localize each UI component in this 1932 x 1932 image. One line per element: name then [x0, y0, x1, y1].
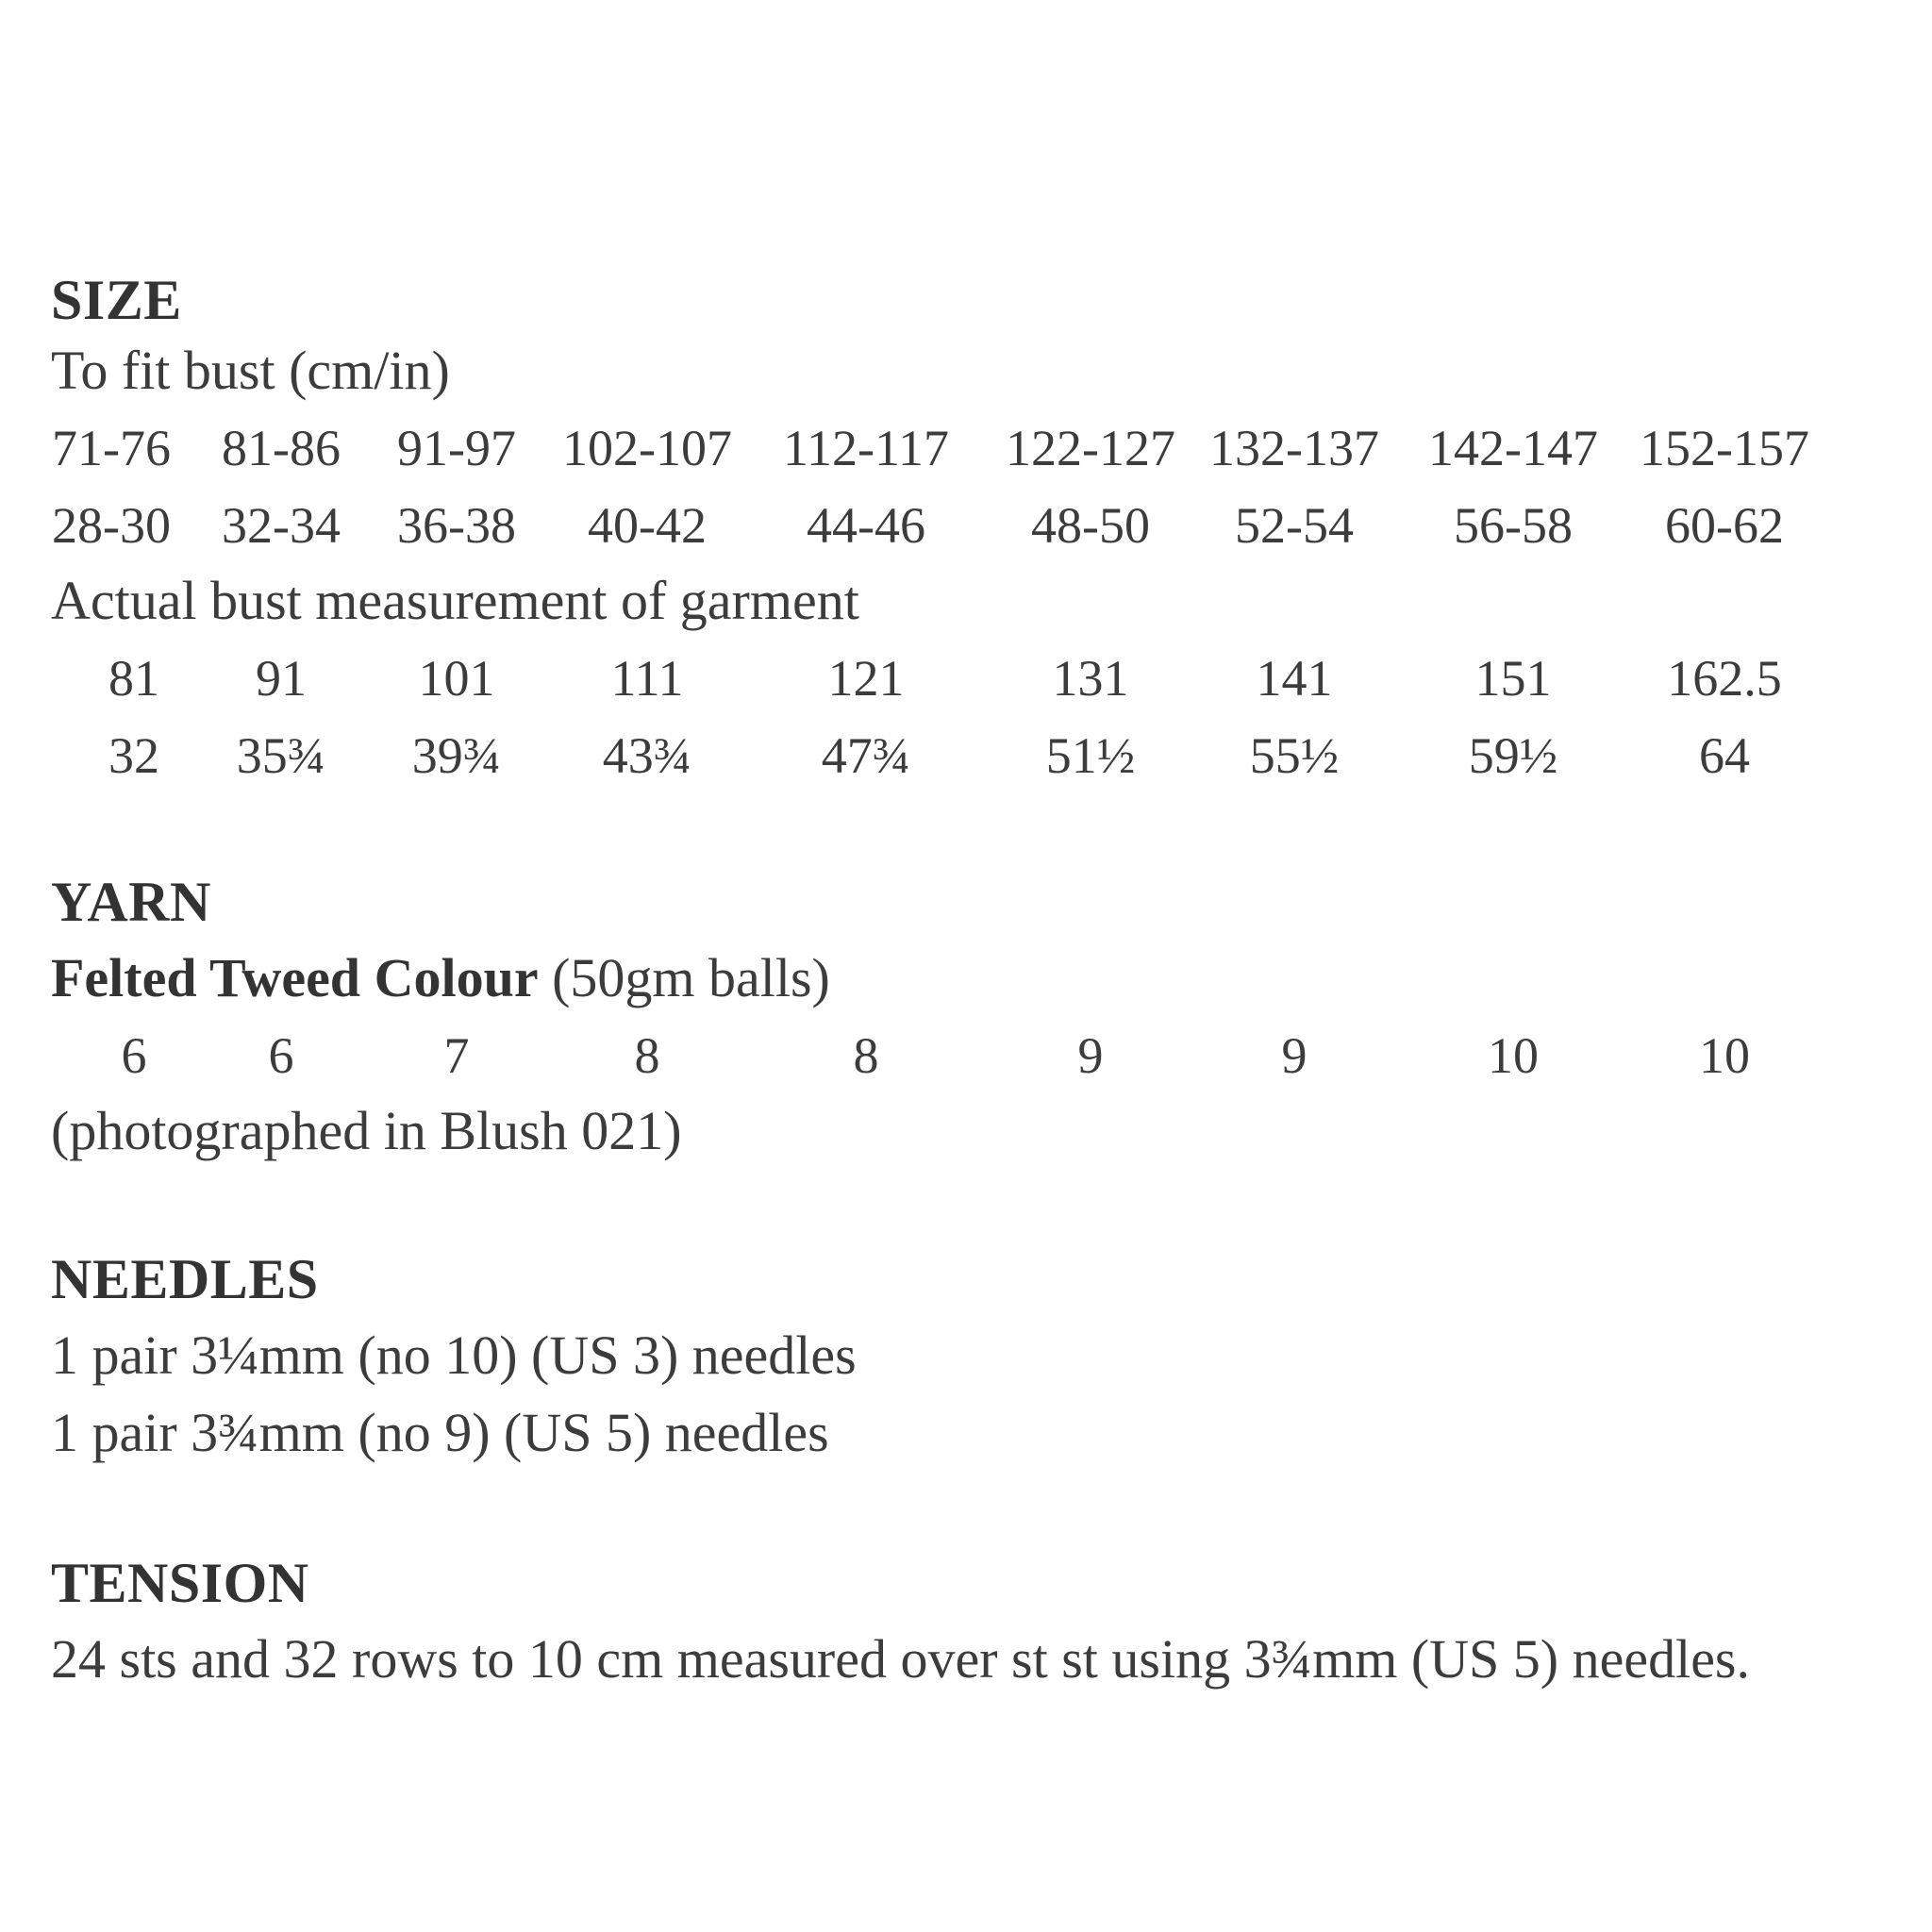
actual-cm-value: 162.5: [1667, 650, 1782, 707]
actual-in-value: 39¾: [411, 727, 502, 784]
yarn-name-line: [51, 947, 830, 1008]
actual-bust-cm-row: [0, 650, 1932, 719]
fit-in-value: 36-38: [397, 497, 516, 554]
yarn-unit: (50gm balls): [552, 947, 830, 1008]
fit-cm-value: 112-117: [783, 420, 949, 476]
actual-in-value: 59½: [1468, 727, 1558, 784]
fit-bust-label: To fit bust (cm/in): [51, 340, 450, 401]
fit-cm-value: 142-147: [1428, 420, 1598, 476]
yarn-balls-value: 9: [1281, 1027, 1307, 1084]
actual-in-value: 43¾: [602, 727, 692, 784]
tension-heading: TENSION: [51, 1552, 309, 1614]
tension-text: 24 sts and 32 rows to 10 cm measured over st st using 3¾mm (US 5) needles.: [51, 1628, 1751, 1690]
actual-cm-value: 151: [1474, 650, 1552, 707]
yarn-note: (photographed in Blush 021): [51, 1100, 682, 1161]
yarn-balls-value: 10: [1488, 1027, 1539, 1084]
fit-in-value: 60-62: [1665, 497, 1784, 554]
yarn-balls-value: 8: [634, 1027, 660, 1084]
fit-in-value: 44-46: [807, 497, 925, 554]
fit-cm-value: 102-107: [562, 420, 732, 476]
actual-in-value: 51½: [1045, 727, 1136, 784]
actual-in-value: 55½: [1249, 727, 1340, 784]
fit-in-value: 52-54: [1235, 497, 1354, 554]
fit-cm-value: 91-97: [397, 420, 516, 476]
actual-in-value: 32: [108, 727, 159, 784]
fit-cm-value: 122-127: [1006, 420, 1175, 476]
needles-line: 1 pair 3¾mm (no 9) (US 5) needles: [51, 1402, 829, 1463]
needles-line: 1 pair 3¼mm (no 10) (US 3) needles: [51, 1324, 857, 1386]
fit-cm-value: 81-86: [222, 420, 341, 476]
actual-in-value: 64: [1699, 727, 1750, 784]
yarn-balls-value: 6: [268, 1027, 294, 1084]
yarn-balls-row: [0, 1027, 1932, 1096]
actual-cm-value: 121: [827, 650, 905, 707]
actual-cm-value: 111: [610, 650, 684, 707]
fit-bust-in-row: [0, 497, 1932, 566]
needles-heading: NEEDLES: [51, 1248, 319, 1310]
fit-in-value: 56-58: [1454, 497, 1573, 554]
fit-in-value: 28-30: [52, 497, 171, 554]
fit-cm-value: 71-76: [52, 420, 171, 476]
yarn-balls-value: 8: [853, 1027, 879, 1084]
yarn-heading: YARN: [51, 871, 211, 933]
actual-bust-label: Actual bust measurement of garment: [51, 570, 859, 631]
actual-cm-value: 101: [418, 650, 495, 707]
actual-cm-value: 91: [256, 650, 307, 707]
yarn-balls-value: 7: [443, 1027, 470, 1084]
actual-bust-in-row: [0, 727, 1932, 796]
actual-cm-value: 141: [1256, 650, 1333, 707]
actual-cm-value: 81: [108, 650, 159, 707]
yarn-name: Felted Tweed Colour: [51, 947, 539, 1008]
yarn-balls-value: 6: [121, 1027, 147, 1084]
size-heading: SIZE: [51, 269, 182, 331]
actual-in-value: 47¾: [821, 727, 911, 784]
fit-bust-cm-row: [0, 420, 1932, 489]
actual-cm-value: 131: [1052, 650, 1129, 707]
fit-in-value: 40-42: [588, 497, 707, 554]
fit-in-value: 48-50: [1031, 497, 1150, 554]
actual-in-value: 35¾: [236, 727, 326, 784]
yarn-balls-value: 10: [1699, 1027, 1750, 1084]
yarn-balls-value: 9: [1077, 1027, 1104, 1084]
fit-cm-value: 132-137: [1209, 420, 1379, 476]
fit-in-value: 32-34: [222, 497, 341, 554]
fit-cm-value: 152-157: [1640, 420, 1809, 476]
